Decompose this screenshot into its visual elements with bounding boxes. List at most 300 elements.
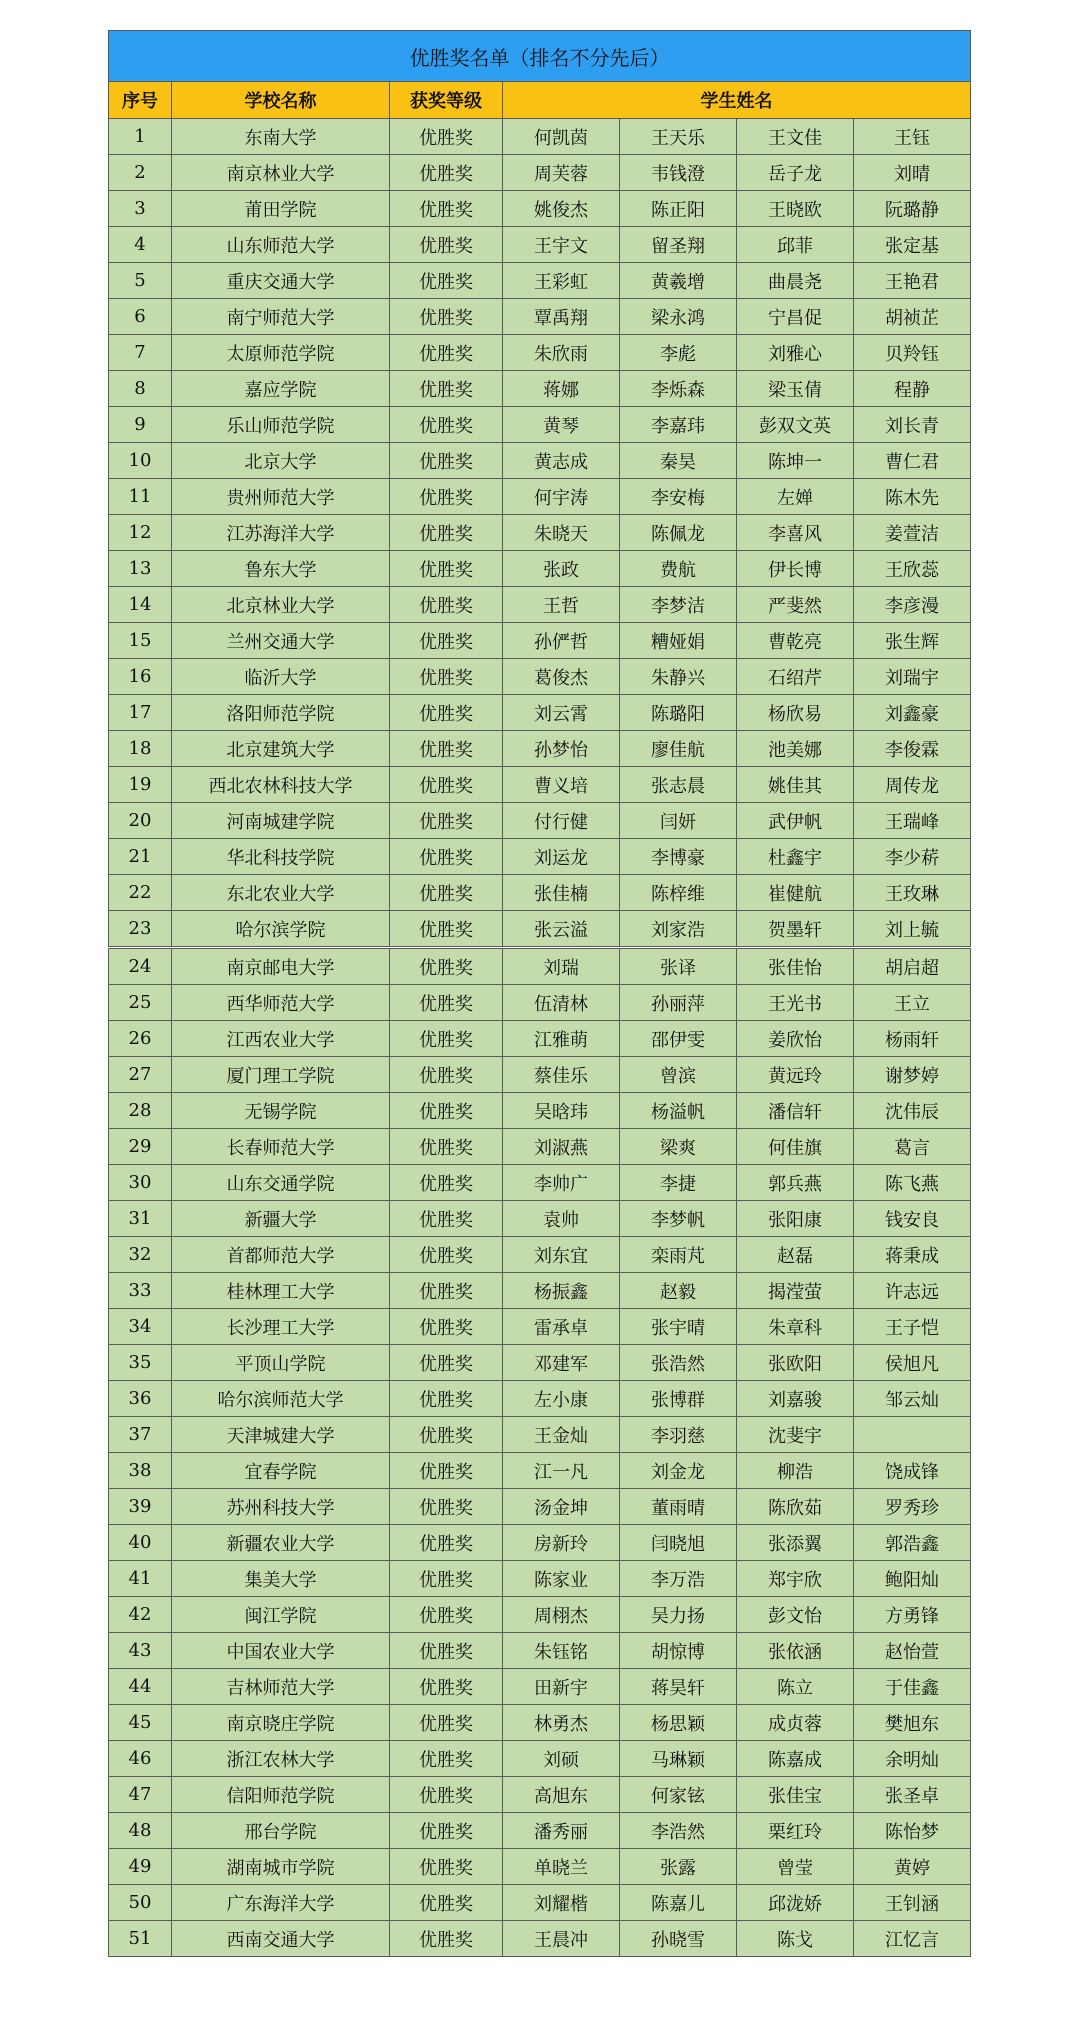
student-name: 李梦帆	[620, 1201, 737, 1237]
table-row	[109, 1921, 971, 1957]
student-name: 张阳康	[737, 1201, 854, 1237]
row-number: 12	[109, 515, 172, 551]
student-name: 胡惊博	[620, 1633, 737, 1669]
row-number: 39	[109, 1489, 172, 1525]
table-row	[109, 803, 971, 839]
award-level: 优胜奖	[390, 443, 503, 479]
student-name: 周传龙	[854, 767, 971, 803]
student-name: 严斐然	[737, 587, 854, 623]
award-level: 优胜奖	[390, 767, 503, 803]
student-name: 伍清林	[503, 985, 620, 1021]
award-level: 优胜奖	[390, 1777, 503, 1813]
school-name: 南京林业大学	[172, 155, 390, 191]
award-level: 优胜奖	[390, 1057, 503, 1093]
table-row	[109, 1417, 971, 1453]
header-students: 学生姓名	[503, 82, 971, 119]
school-name: 首都师范大学	[172, 1237, 390, 1273]
row-number: 22	[109, 875, 172, 911]
table-row	[109, 1885, 971, 1921]
school-name: 南京邮电大学	[172, 949, 390, 985]
school-name: 新疆农业大学	[172, 1525, 390, 1561]
student-name: 雷承卓	[503, 1309, 620, 1345]
student-name: 王晓欧	[737, 191, 854, 227]
student-name: 孙梦怡	[503, 731, 620, 767]
student-name: 杨思颖	[620, 1705, 737, 1741]
student-name: 秦昊	[620, 443, 737, 479]
award-level: 优胜奖	[390, 1489, 503, 1525]
row-number: 19	[109, 767, 172, 803]
header-school: 学校名称	[172, 82, 390, 119]
award-level: 优胜奖	[390, 335, 503, 371]
award-level: 优胜奖	[390, 731, 503, 767]
student-name: 周芙蓉	[503, 155, 620, 191]
row-number: 40	[109, 1525, 172, 1561]
award-level: 优胜奖	[390, 299, 503, 335]
school-name: 洛阳师范学院	[172, 695, 390, 731]
school-name: 山东交通学院	[172, 1165, 390, 1201]
school-name: 湖南城市学院	[172, 1849, 390, 1885]
student-name: 李彦漫	[854, 587, 971, 623]
student-name: 赵磊	[737, 1237, 854, 1273]
school-name: 吉林师范大学	[172, 1669, 390, 1705]
award-level: 优胜奖	[390, 623, 503, 659]
student-name: 单晓兰	[503, 1849, 620, 1885]
student-name: 李安梅	[620, 479, 737, 515]
table-row	[109, 1525, 971, 1561]
student-name: 王文佳	[737, 119, 854, 155]
student-name: 陈梓维	[620, 875, 737, 911]
table-row	[109, 263, 971, 299]
school-name: 信阳师范学院	[172, 1777, 390, 1813]
award-level: 优胜奖	[390, 1813, 503, 1849]
student-name: 李博豪	[620, 839, 737, 875]
student-name: 留圣翔	[620, 227, 737, 263]
student-name: 付行健	[503, 803, 620, 839]
table-row	[109, 443, 971, 479]
table-row	[109, 1669, 971, 1705]
table-row	[109, 949, 971, 985]
student-name: 陈正阳	[620, 191, 737, 227]
school-name: 莆田学院	[172, 191, 390, 227]
student-name: 刘长青	[854, 407, 971, 443]
student-name: 王钰	[854, 119, 971, 155]
student-name: 董雨晴	[620, 1489, 737, 1525]
student-name: 姜欣怡	[737, 1021, 854, 1057]
student-name: 张志晨	[620, 767, 737, 803]
school-name: 西南交通大学	[172, 1921, 390, 1957]
student-name: 陈嘉成	[737, 1741, 854, 1777]
table-row	[109, 191, 971, 227]
table-row	[109, 1057, 971, 1093]
table-row	[109, 227, 971, 263]
student-name: 蒋娜	[503, 371, 620, 407]
student-name: 栗红玲	[737, 1813, 854, 1849]
table-row	[109, 407, 971, 443]
student-name: 汤金坤	[503, 1489, 620, 1525]
student-name: 陈欣茹	[737, 1489, 854, 1525]
school-name: 集美大学	[172, 1561, 390, 1597]
student-name: 吴力扬	[620, 1597, 737, 1633]
student-name: 张依涵	[737, 1633, 854, 1669]
school-name: 鲁东大学	[172, 551, 390, 587]
row-number: 10	[109, 443, 172, 479]
student-name: 韦钱澄	[620, 155, 737, 191]
table-row	[109, 1237, 971, 1273]
student-name: 张添翼	[737, 1525, 854, 1561]
student-name: 余明灿	[854, 1741, 971, 1777]
student-name: 李帅广	[503, 1165, 620, 1201]
table-row	[109, 119, 971, 155]
table-row	[109, 1453, 971, 1489]
table-row	[109, 1273, 971, 1309]
table-row	[109, 1849, 971, 1885]
school-name: 嘉应学院	[172, 371, 390, 407]
row-number: 45	[109, 1705, 172, 1741]
row-number: 47	[109, 1777, 172, 1813]
student-name: 曹乾亮	[737, 623, 854, 659]
school-name: 东北农业大学	[172, 875, 390, 911]
student-name: 李万浩	[620, 1561, 737, 1597]
award-level: 优胜奖	[390, 1129, 503, 1165]
school-name: 贵州师范大学	[172, 479, 390, 515]
award-level: 优胜奖	[390, 155, 503, 191]
school-name: 苏州科技大学	[172, 1489, 390, 1525]
student-name: 胡启超	[854, 949, 971, 985]
award-level: 优胜奖	[390, 911, 503, 947]
student-name: 朱静兴	[620, 659, 737, 695]
award-level: 优胜奖	[390, 659, 503, 695]
student-name: 王欣蕊	[854, 551, 971, 587]
header-no: 序号	[109, 82, 172, 119]
row-number: 35	[109, 1345, 172, 1381]
school-name: 山东师范大学	[172, 227, 390, 263]
table-row	[109, 1201, 971, 1237]
student-name: 孙俨哲	[503, 623, 620, 659]
student-name: 黄志成	[503, 443, 620, 479]
table-row	[109, 1633, 971, 1669]
award-level: 优胜奖	[390, 1201, 503, 1237]
student-name: 伊长博	[737, 551, 854, 587]
table-row	[109, 1777, 971, 1813]
award-level: 优胜奖	[390, 1669, 503, 1705]
student-name: 陈璐阳	[620, 695, 737, 731]
student-name: 梁爽	[620, 1129, 737, 1165]
row-number: 29	[109, 1129, 172, 1165]
student-name: 陈木先	[854, 479, 971, 515]
student-name: 吴晗玮	[503, 1093, 620, 1129]
award-level: 优胜奖	[390, 1345, 503, 1381]
student-name: 曲晨尧	[737, 263, 854, 299]
row-number: 13	[109, 551, 172, 587]
student-name: 阮璐静	[854, 191, 971, 227]
student-name: 池美娜	[737, 731, 854, 767]
award-level: 优胜奖	[390, 263, 503, 299]
student-name: 王钊涵	[854, 1885, 971, 1921]
award-level: 优胜奖	[390, 407, 503, 443]
school-name: 邢台学院	[172, 1813, 390, 1849]
student-name: 覃禹翔	[503, 299, 620, 335]
row-number: 23	[109, 911, 172, 947]
student-name: 孙丽萍	[620, 985, 737, 1021]
student-name: 高旭东	[503, 1777, 620, 1813]
student-name: 张政	[503, 551, 620, 587]
student-name: 朱章科	[737, 1309, 854, 1345]
table-row	[109, 371, 971, 407]
student-name: 李少菥	[854, 839, 971, 875]
row-number: 4	[109, 227, 172, 263]
student-name: 张宇晴	[620, 1309, 737, 1345]
table-title: 优胜奖名单（排名不分先后）	[109, 31, 971, 82]
student-name: 林勇杰	[503, 1705, 620, 1741]
award-sheet	[108, 30, 970, 1957]
student-name: 黄琴	[503, 407, 620, 443]
student-name: 张浩然	[620, 1345, 737, 1381]
student-name: 杜鑫宇	[737, 839, 854, 875]
student-name: 侯旭凡	[854, 1345, 971, 1381]
student-name: 赵怡萱	[854, 1633, 971, 1669]
student-name: 朱钰铭	[503, 1633, 620, 1669]
row-number: 7	[109, 335, 172, 371]
student-name: 邱泷娇	[737, 1885, 854, 1921]
student-name: 成贞蓉	[737, 1705, 854, 1741]
student-name: 杨振鑫	[503, 1273, 620, 1309]
student-name: 李喜风	[737, 515, 854, 551]
school-name: 北京建筑大学	[172, 731, 390, 767]
student-name: 沈伟辰	[854, 1093, 971, 1129]
table-row	[109, 1345, 971, 1381]
student-name: 李嘉玮	[620, 407, 737, 443]
school-name: 浙江农林大学	[172, 1741, 390, 1777]
student-name: 王天乐	[620, 119, 737, 155]
school-name: 太原师范学院	[172, 335, 390, 371]
student-name: 葛言	[854, 1129, 971, 1165]
student-name: 刘瑞	[503, 949, 620, 985]
student-name: 李羽慈	[620, 1417, 737, 1453]
student-name: 杨雨轩	[854, 1021, 971, 1057]
table-row	[109, 1129, 971, 1165]
award-level: 优胜奖	[390, 949, 503, 985]
row-number: 17	[109, 695, 172, 731]
student-name: 曾莹	[737, 1849, 854, 1885]
student-name: 王瑞峰	[854, 803, 971, 839]
school-name: 西华师范大学	[172, 985, 390, 1021]
student-name: 陈坤一	[737, 443, 854, 479]
student-name: 沈斐宇	[737, 1417, 854, 1453]
student-name: 江忆言	[854, 1921, 971, 1957]
student-name: 陈佩龙	[620, 515, 737, 551]
student-name: 邹云灿	[854, 1381, 971, 1417]
table-row	[109, 515, 971, 551]
student-name: 张定基	[854, 227, 971, 263]
student-name: 邓建军	[503, 1345, 620, 1381]
table-row	[109, 1021, 971, 1057]
student-name: 王艳君	[854, 263, 971, 299]
row-number: 2	[109, 155, 172, 191]
student-name: 陈怡梦	[854, 1813, 971, 1849]
student-name: 李彪	[620, 335, 737, 371]
row-number: 30	[109, 1165, 172, 1201]
award-level: 优胜奖	[390, 119, 503, 155]
student-name: 姜萱洁	[854, 515, 971, 551]
award-level: 优胜奖	[390, 1741, 503, 1777]
table-row	[109, 623, 971, 659]
row-number: 14	[109, 587, 172, 623]
student-name: 王子恺	[854, 1309, 971, 1345]
row-number: 49	[109, 1849, 172, 1885]
table-row	[109, 839, 971, 875]
award-level: 优胜奖	[390, 1417, 503, 1453]
row-number: 16	[109, 659, 172, 695]
school-name: 平顶山学院	[172, 1345, 390, 1381]
table-row	[109, 1741, 971, 1777]
row-number: 24	[109, 949, 172, 985]
student-name: 田新宇	[503, 1669, 620, 1705]
table-row	[109, 1165, 971, 1201]
student-name: 彭文怡	[737, 1597, 854, 1633]
title-row	[109, 31, 971, 82]
row-number: 37	[109, 1417, 172, 1453]
student-name: 张译	[620, 949, 737, 985]
student-name: 崔健航	[737, 875, 854, 911]
award-level: 优胜奖	[390, 985, 503, 1021]
student-name: 李梦洁	[620, 587, 737, 623]
school-name: 乐山师范学院	[172, 407, 390, 443]
school-name: 河南城建学院	[172, 803, 390, 839]
student-name: 朱欣雨	[503, 335, 620, 371]
award-level: 优胜奖	[390, 1597, 503, 1633]
student-name: 宁昌促	[737, 299, 854, 335]
student-name: 刘淑燕	[503, 1129, 620, 1165]
school-name: 无锡学院	[172, 1093, 390, 1129]
school-name: 哈尔滨学院	[172, 911, 390, 947]
student-name: 刘家浩	[620, 911, 737, 947]
row-number: 31	[109, 1201, 172, 1237]
award-level: 优胜奖	[390, 1561, 503, 1597]
award-level: 优胜奖	[390, 1309, 503, 1345]
student-name: 饶成锋	[854, 1453, 971, 1489]
table-row	[109, 985, 971, 1021]
student-name: 刘运龙	[503, 839, 620, 875]
row-number: 6	[109, 299, 172, 335]
student-name: 张欧阳	[737, 1345, 854, 1381]
row-number: 42	[109, 1597, 172, 1633]
student-name: 彭双文英	[737, 407, 854, 443]
student-name: 张露	[620, 1849, 737, 1885]
award-level: 优胜奖	[390, 1885, 503, 1921]
award-level: 优胜奖	[390, 587, 503, 623]
student-name: 葛俊杰	[503, 659, 620, 695]
school-name: 北京林业大学	[172, 587, 390, 623]
student-name: 陈飞燕	[854, 1165, 971, 1201]
row-number: 5	[109, 263, 172, 299]
school-name: 南京晓庄学院	[172, 1705, 390, 1741]
row-number: 25	[109, 985, 172, 1021]
student-name: 陈立	[737, 1669, 854, 1705]
student-name: 糟娅娟	[620, 623, 737, 659]
student-name: 马琳颖	[620, 1741, 737, 1777]
award-level: 优胜奖	[390, 1165, 503, 1201]
student-name: 房新玲	[503, 1525, 620, 1561]
row-number: 38	[109, 1453, 172, 1489]
student-name: 王哲	[503, 587, 620, 623]
student-name: 梁永鸿	[620, 299, 737, 335]
student-name: 江一凡	[503, 1453, 620, 1489]
student-name	[854, 1417, 971, 1453]
student-name: 谢梦婷	[854, 1057, 971, 1093]
row-number: 43	[109, 1633, 172, 1669]
student-name: 李捷	[620, 1165, 737, 1201]
table-row	[109, 695, 971, 731]
award-level: 优胜奖	[390, 1705, 503, 1741]
school-name: 长沙理工大学	[172, 1309, 390, 1345]
student-name: 江雅萌	[503, 1021, 620, 1057]
table-row	[109, 911, 971, 947]
student-name: 何凯茵	[503, 119, 620, 155]
award-level: 优胜奖	[390, 479, 503, 515]
student-name: 刘耀楷	[503, 1885, 620, 1921]
row-number: 34	[109, 1309, 172, 1345]
table-row	[109, 875, 971, 911]
student-name: 贝羚钰	[854, 335, 971, 371]
student-name: 邵伊雯	[620, 1021, 737, 1057]
award-level: 优胜奖	[390, 1237, 503, 1273]
school-name: 闽江学院	[172, 1597, 390, 1633]
student-name: 黄远玲	[737, 1057, 854, 1093]
row-number: 15	[109, 623, 172, 659]
award-level: 优胜奖	[390, 1021, 503, 1057]
row-number: 33	[109, 1273, 172, 1309]
student-name: 刘金龙	[620, 1453, 737, 1489]
row-number: 51	[109, 1921, 172, 1957]
student-name: 杨溢帆	[620, 1093, 737, 1129]
student-name: 王玫琳	[854, 875, 971, 911]
student-name: 黄婷	[854, 1849, 971, 1885]
student-name: 罗秀珍	[854, 1489, 971, 1525]
student-name: 刘瑞宇	[854, 659, 971, 695]
school-name: 江苏海洋大学	[172, 515, 390, 551]
row-number: 26	[109, 1021, 172, 1057]
school-name: 重庆交通大学	[172, 263, 390, 299]
school-name: 广东海洋大学	[172, 1885, 390, 1921]
student-name: 黄羲增	[620, 263, 737, 299]
row-number: 50	[109, 1885, 172, 1921]
student-name: 张佳怡	[737, 949, 854, 985]
student-name: 杨欣易	[737, 695, 854, 731]
row-number: 36	[109, 1381, 172, 1417]
student-name: 赵毅	[620, 1273, 737, 1309]
student-name: 袁帅	[503, 1201, 620, 1237]
student-name: 梁玉倩	[737, 371, 854, 407]
student-name: 郭兵燕	[737, 1165, 854, 1201]
student-name: 张圣卓	[854, 1777, 971, 1813]
student-name: 曾滨	[620, 1057, 737, 1093]
student-name: 朱晓天	[503, 515, 620, 551]
school-name: 西北农林科技大学	[172, 767, 390, 803]
student-name: 王晨冲	[503, 1921, 620, 1957]
award-level: 优胜奖	[390, 191, 503, 227]
student-name: 王立	[854, 985, 971, 1021]
table-row	[109, 1489, 971, 1525]
award-level: 优胜奖	[390, 1381, 503, 1417]
school-name: 江西农业大学	[172, 1021, 390, 1057]
student-name: 左婵	[737, 479, 854, 515]
school-name: 桂林理工大学	[172, 1273, 390, 1309]
student-name: 曹义培	[503, 767, 620, 803]
student-name: 郭浩鑫	[854, 1525, 971, 1561]
student-name: 何佳旗	[737, 1129, 854, 1165]
student-name: 刘东宜	[503, 1237, 620, 1273]
row-number: 20	[109, 803, 172, 839]
